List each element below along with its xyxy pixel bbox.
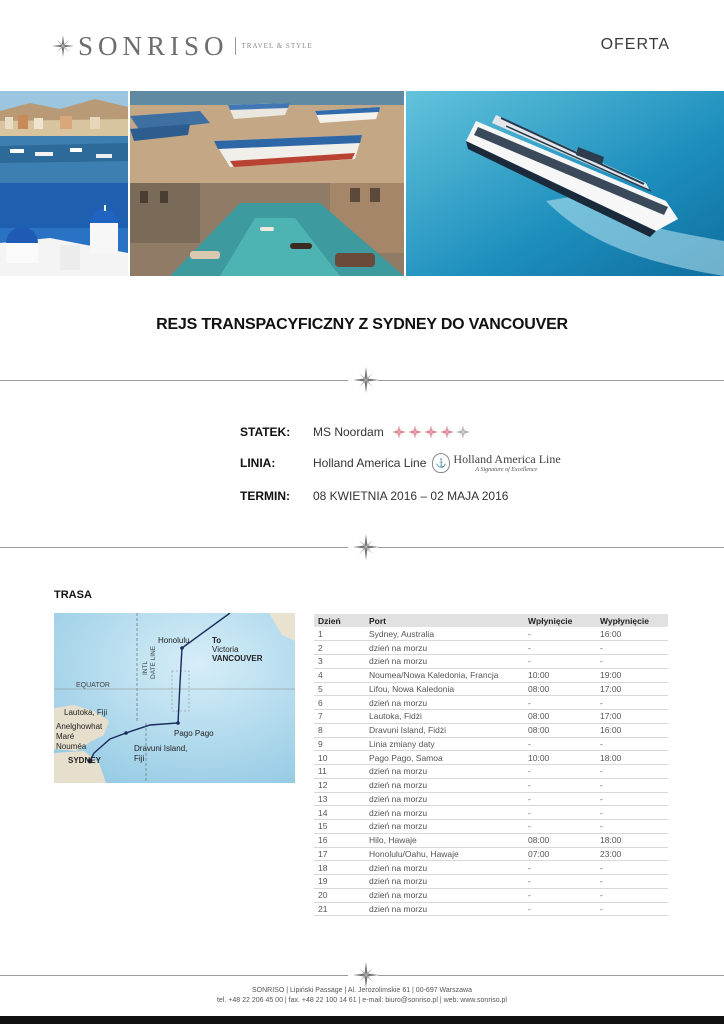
cell-day: 5: [314, 682, 365, 696]
compass-star-icon: [353, 962, 379, 988]
cell-day: 15: [314, 820, 365, 834]
fishing-boats-photo: [130, 91, 404, 183]
cell-day: 21: [314, 902, 365, 916]
term-row: [240, 485, 508, 507]
column-header-port: Port: [365, 614, 524, 627]
cell-day: 1: [314, 627, 365, 641]
cell-arrival: -: [524, 806, 596, 820]
term-label: TERMIN:: [240, 489, 290, 503]
map-label-to: To: [212, 636, 222, 645]
cell-arrival: 07:00: [524, 847, 596, 861]
cell-port: dzień na morzu: [365, 902, 524, 916]
cell-departure: -: [596, 806, 668, 820]
venice-canal-photo: [130, 183, 404, 276]
itinerary-body: [314, 627, 668, 916]
itinerary-table: [314, 614, 668, 916]
cell-port: dzień na morzu: [365, 696, 524, 710]
cell-arrival: -: [524, 820, 596, 834]
table-row: [314, 751, 668, 765]
cell-departure: 16:00: [596, 723, 668, 737]
cell-arrival: -: [524, 765, 596, 779]
line-row: [240, 452, 561, 474]
cell-arrival: -: [524, 861, 596, 875]
logo-tagline: TRAVEL & STYLE: [241, 42, 313, 50]
cell-arrival: 10:00: [524, 668, 596, 682]
table-row: [314, 737, 668, 751]
map-label-lautoka: Lautoka, Fiji: [64, 708, 108, 717]
cell-arrival: -: [524, 875, 596, 889]
table-row: [314, 641, 668, 655]
cell-departure: -: [596, 820, 668, 834]
cell-arrival: -: [524, 888, 596, 902]
cell-port: dzień na morzu: [365, 641, 524, 655]
compass-star-icon: [353, 534, 379, 560]
cell-day: 16: [314, 833, 365, 847]
hal-logo-name: Holland America Line: [453, 452, 561, 466]
map-label-intl: INTL: [142, 660, 149, 675]
map-label-vancouver: VANCOUVER: [212, 654, 263, 663]
hal-logo-tagline: A Signature of Excellence: [475, 467, 538, 473]
section-divider: [0, 968, 724, 982]
cell-port: Sydney, Australia: [365, 627, 524, 641]
cell-arrival: 08:00: [524, 723, 596, 737]
photo-collage: [0, 91, 724, 276]
cell-departure: -: [596, 641, 668, 655]
cell-day: 19: [314, 875, 365, 889]
bottom-bar: [0, 1016, 724, 1024]
map-port-pago-pago: [176, 721, 180, 725]
table-row: [314, 696, 668, 710]
cell-arrival: 08:00: [524, 682, 596, 696]
divider-line-left: [0, 975, 348, 976]
line-value: Holland America Line: [313, 456, 427, 470]
compass-star-icon: [353, 367, 379, 393]
cell-arrival: -: [524, 737, 596, 751]
cell-departure: -: [596, 655, 668, 669]
cell-departure: 23:00: [596, 847, 668, 861]
cell-arrival: 08:00: [524, 833, 596, 847]
cell-day: 13: [314, 792, 365, 806]
cell-departure: -: [596, 888, 668, 902]
santorini-photo: [0, 183, 128, 276]
cell-port: dzień na morzu: [365, 792, 524, 806]
table-row: [314, 723, 668, 737]
compass-star-icon: [52, 35, 74, 57]
footer-contact: tel. +48 22 206 45 00 | fax. +48 22 100 14 61 | e-mail: biuro@sonriso.pl | web: www.sonriso.pl: [216, 997, 507, 1004]
sonriso-logo[interactable]: [52, 31, 313, 61]
offer-label: OFERTA: [600, 36, 670, 53]
cell-arrival: -: [524, 902, 596, 916]
cell-departure: 18:00: [596, 751, 668, 765]
table-row: [314, 833, 668, 847]
divider-line-right: [378, 380, 724, 381]
page-footer: [0, 986, 724, 1006]
star-icon: [408, 425, 422, 439]
table-row: [314, 902, 668, 916]
cell-departure: -: [596, 875, 668, 889]
footer-address: SONRISO | Lipiński Passage | Al. Jerozolimskie 61 | 00-697 Warszawa: [252, 987, 472, 994]
cell-day: 6: [314, 696, 365, 710]
map-label-sydney: SYDNEY: [68, 756, 101, 765]
cell-departure: 19:00: [596, 668, 668, 682]
star-icon: [456, 425, 470, 439]
cell-day: 14: [314, 806, 365, 820]
cell-day: 4: [314, 668, 365, 682]
cell-arrival: -: [524, 696, 596, 710]
cell-arrival: -: [524, 641, 596, 655]
star-icon: [392, 425, 406, 439]
map-label-equator: EQUATOR: [76, 682, 110, 689]
cell-day: 7: [314, 710, 365, 724]
cell-port: Noumea/Nowa Kaledonia, Francja: [365, 668, 524, 682]
cell-day: 20: [314, 888, 365, 902]
cell-port: dzień na morzu: [365, 778, 524, 792]
cell-arrival: -: [524, 792, 596, 806]
divider-line-left: [0, 547, 348, 548]
ship-label: STATEK:: [240, 425, 291, 439]
cell-day: 18: [314, 861, 365, 875]
table-row: [314, 847, 668, 861]
cell-departure: 17:00: [596, 682, 668, 696]
cell-port: dzień na morzu: [365, 888, 524, 902]
map-label-mare: Maré: [56, 732, 75, 741]
map-label-pago-pago: Pago Pago: [174, 729, 214, 738]
table-row: [314, 806, 668, 820]
map-label-honolulu: Honolulu: [158, 636, 190, 645]
table-row: [314, 861, 668, 875]
cell-day: 9: [314, 737, 365, 751]
map-label-anelghowhat: Anelghowhat: [56, 722, 103, 731]
page-title: REJS TRANSPACYFICZNY Z SYDNEY DO VANCOUVER: [156, 316, 568, 333]
cell-day: 11: [314, 765, 365, 779]
cell-arrival: -: [524, 778, 596, 792]
cell-departure: 16:00: [596, 627, 668, 641]
cell-port: Hilo, Hawaje: [365, 833, 524, 847]
cell-departure: -: [596, 861, 668, 875]
map-label-fiji: Fiji: [134, 754, 145, 763]
cell-arrival: -: [524, 655, 596, 669]
cell-departure: 17:00: [596, 710, 668, 724]
cruise-ship-photo: [406, 91, 724, 276]
ship-emblem-icon: ⚓: [432, 453, 450, 473]
map-label-noumea: Nouméa: [56, 742, 87, 751]
cell-departure: -: [596, 902, 668, 916]
table-row: [314, 875, 668, 889]
star-rating: [392, 425, 470, 439]
cell-departure: -: [596, 737, 668, 751]
divider-line-left: [0, 380, 348, 381]
cell-port: dzień na morzu: [365, 861, 524, 875]
map-label-dravuni: Dravuni Island,: [134, 744, 188, 753]
cell-departure: -: [596, 765, 668, 779]
line-label: LINIA:: [240, 456, 276, 470]
cell-port: dzień na morzu: [365, 765, 524, 779]
table-row: [314, 765, 668, 779]
column-header-day: Dzień: [314, 614, 365, 627]
cell-port: dzień na morzu: [365, 806, 524, 820]
table-row: [314, 778, 668, 792]
cell-port: Honolulu/Oahu, Hawaje: [365, 847, 524, 861]
cell-day: 12: [314, 778, 365, 792]
table-row: [314, 888, 668, 902]
table-header-row: [314, 614, 668, 627]
cell-departure: -: [596, 778, 668, 792]
ship-row: [240, 421, 470, 443]
cell-departure: -: [596, 792, 668, 806]
cell-arrival: 08:00: [524, 710, 596, 724]
cell-departure: -: [596, 696, 668, 710]
cell-port: Dravuni Island, Fidżi: [365, 723, 524, 737]
divider-line-right: [378, 975, 724, 976]
logo-separator: [235, 37, 236, 55]
star-icon: [424, 425, 438, 439]
cell-port: dzień na morzu: [365, 875, 524, 889]
page-header: [0, 0, 724, 91]
cell-departure: 18:00: [596, 833, 668, 847]
cell-port: Pago Pago, Samoa: [365, 751, 524, 765]
term-value: 08 KWIETNIA 2016 – 02 MAJA 2016: [313, 489, 509, 503]
divider-line-right: [378, 547, 724, 548]
cell-port: dzień na morzu: [365, 655, 524, 669]
cell-day: 10: [314, 751, 365, 765]
cell-day: 8: [314, 723, 365, 737]
table-row: [314, 627, 668, 641]
cell-arrival: 10:00: [524, 751, 596, 765]
cell-arrival: -: [524, 627, 596, 641]
table-row: [314, 792, 668, 806]
table-row: [314, 655, 668, 669]
cell-day: 17: [314, 847, 365, 861]
cell-port: Lautoka, Fidżi: [365, 710, 524, 724]
map-port-dravuni: [124, 731, 128, 735]
column-header-departure: Wypłynięcie: [596, 614, 668, 627]
route-heading: TRASA: [54, 589, 92, 601]
table-row: [314, 820, 668, 834]
route-map[interactable]: [54, 613, 295, 783]
column-header-arrival: Wpłynięcie: [524, 614, 596, 627]
cell-port: dzień na morzu: [365, 820, 524, 834]
cell-day: 2: [314, 641, 365, 655]
ship-value: MS Noordam: [313, 425, 384, 439]
section-divider: [0, 540, 724, 554]
table-row: [314, 710, 668, 724]
cell-port: Lifou, Nowa Kaledonia: [365, 682, 524, 696]
table-row: [314, 682, 668, 696]
cell-day: 3: [314, 655, 365, 669]
harbor-photo: [0, 91, 128, 183]
cell-port: Linia zmiany daty: [365, 737, 524, 751]
section-divider: [0, 373, 724, 387]
holland-america-logo: [432, 453, 560, 473]
star-icon: [440, 425, 454, 439]
map-label-victoria: Victoria: [212, 645, 239, 654]
map-port-honolulu: [180, 646, 184, 650]
map-label-date-line: DATE LINE: [150, 645, 157, 679]
logo-wordmark: SONRISO: [78, 30, 229, 61]
table-row: [314, 668, 668, 682]
